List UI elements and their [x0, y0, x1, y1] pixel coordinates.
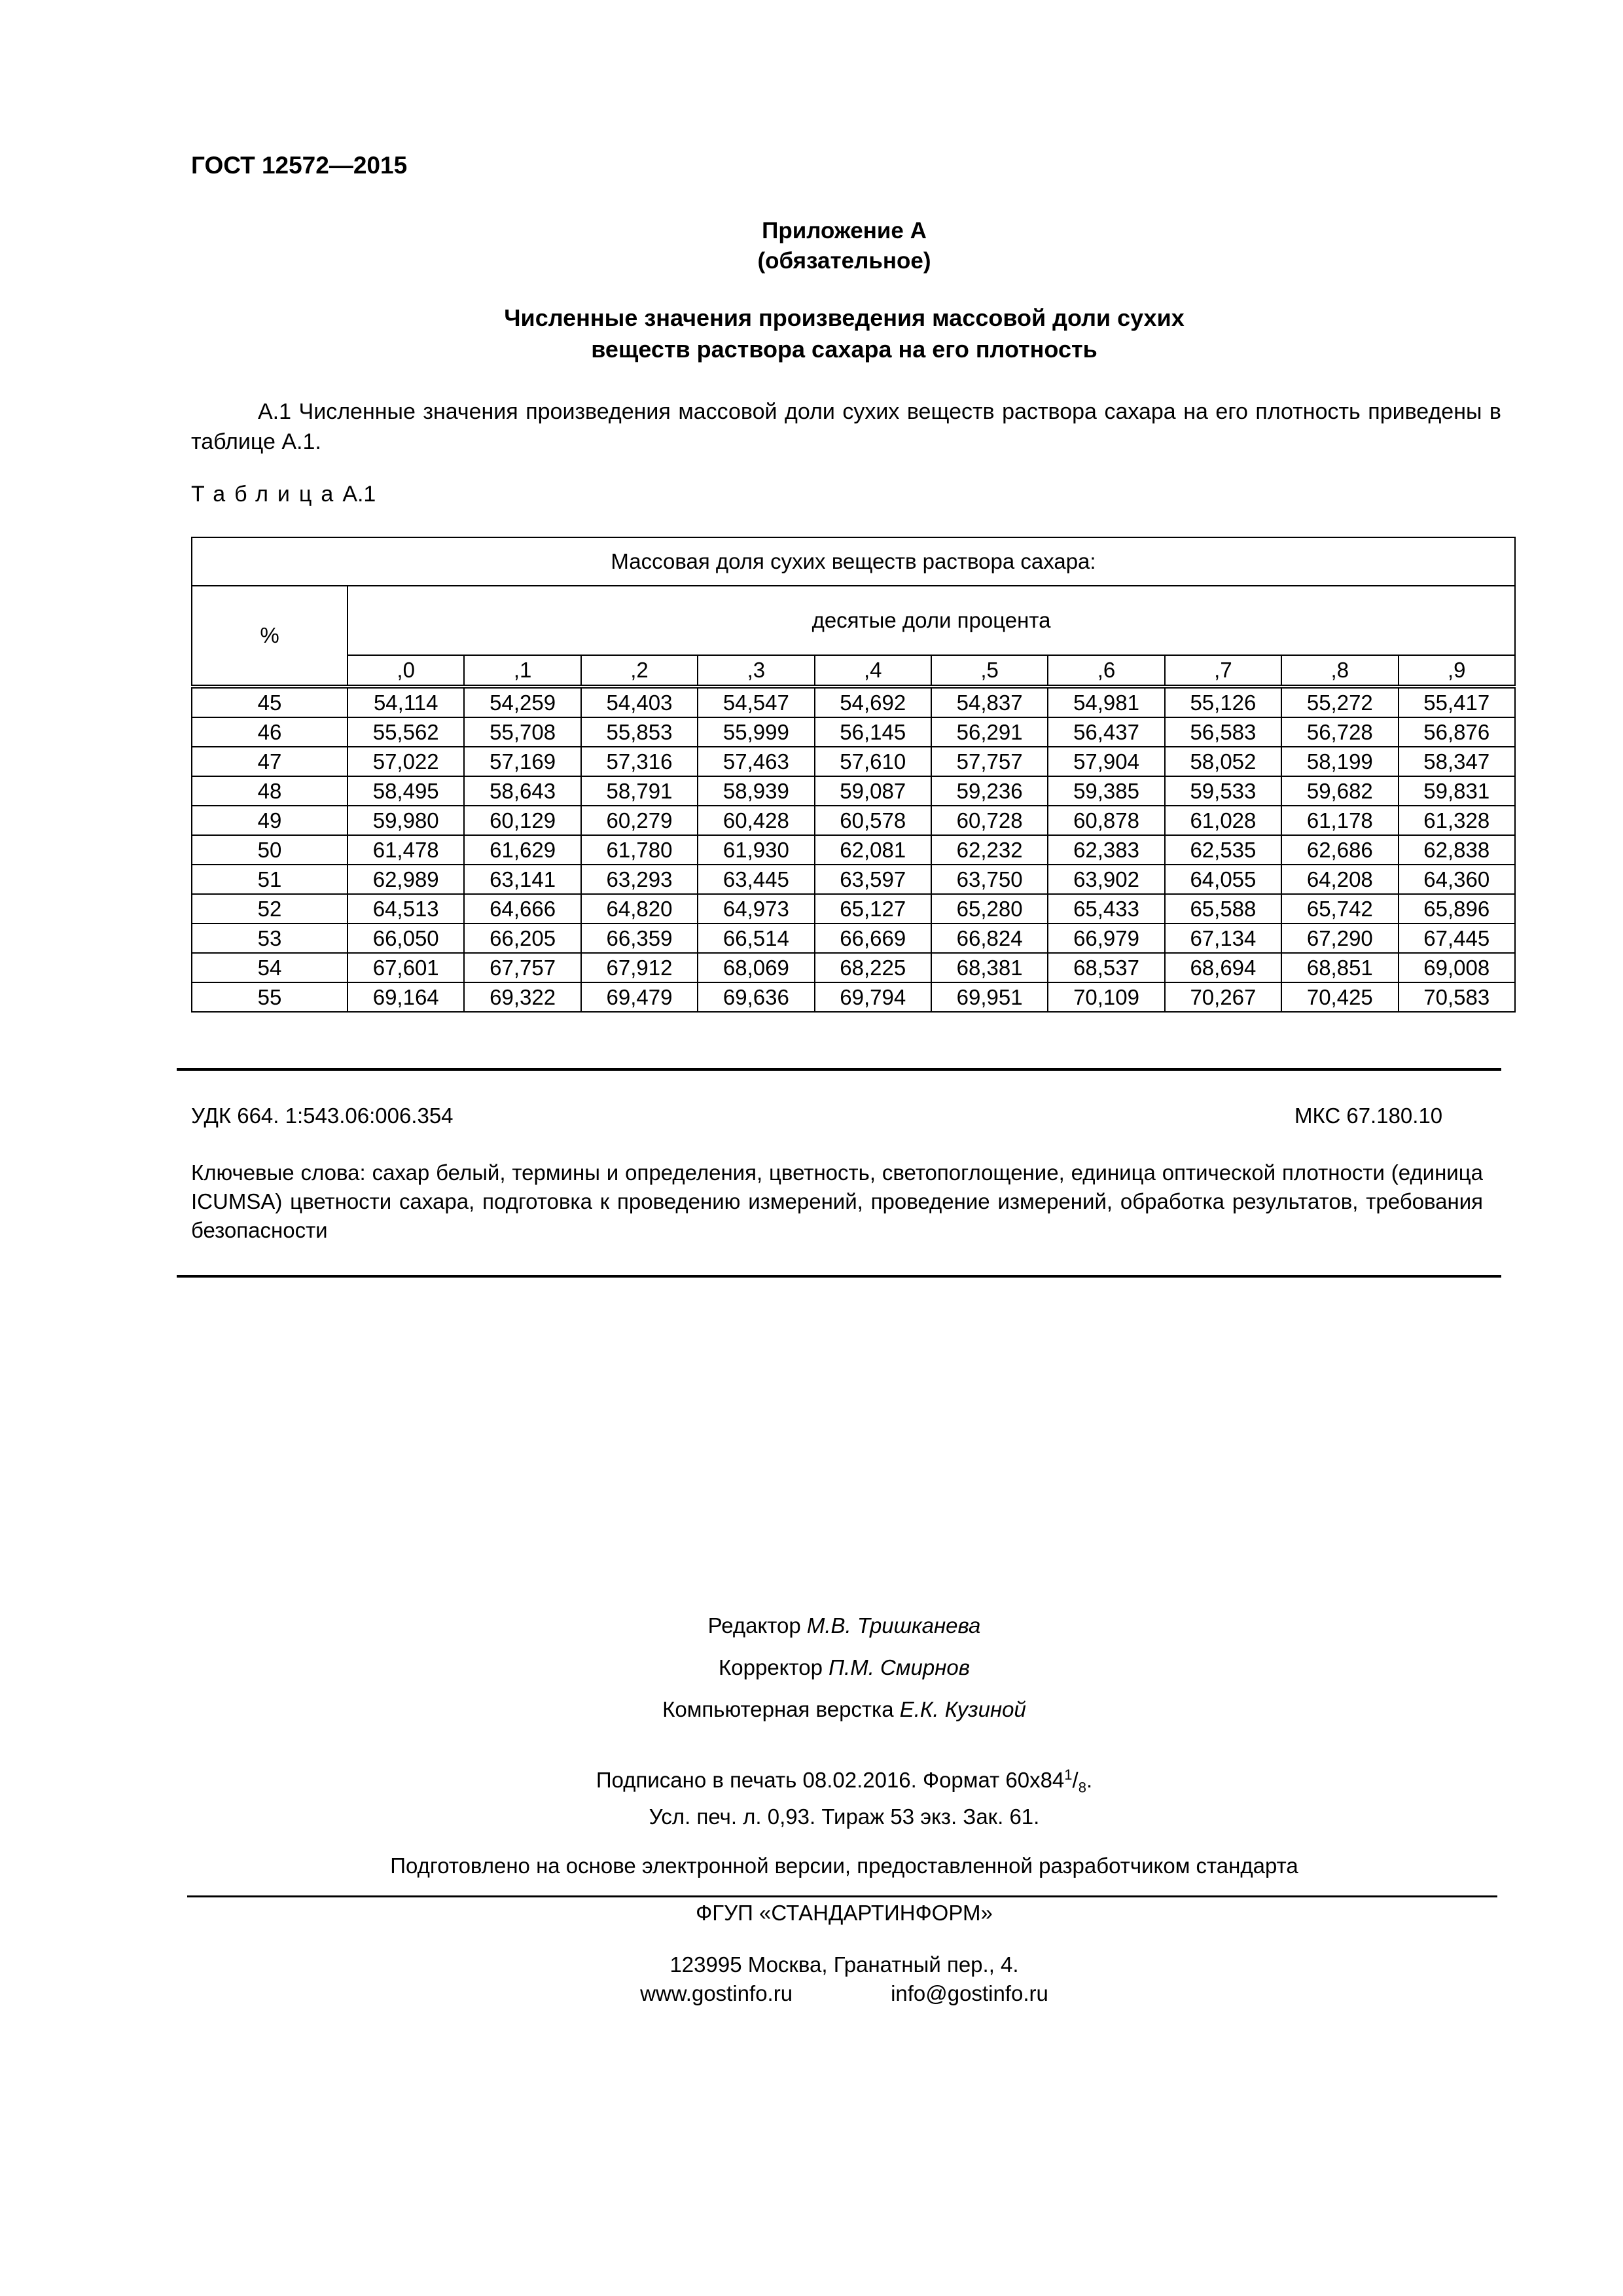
- table-cell: 67,601: [348, 953, 464, 982]
- table-cell: 70,267: [1165, 982, 1281, 1012]
- table-label-word: Таблица: [191, 482, 343, 507]
- table-cell: 55,126: [1165, 687, 1281, 717]
- appendix-heading: [0, 216, 1623, 276]
- table-cell: 61,328: [1399, 806, 1515, 835]
- table-cell: 66,514: [698, 924, 814, 953]
- table-label: [191, 482, 376, 507]
- table-cell: 54,259: [464, 687, 580, 717]
- table-cell: 58,199: [1281, 747, 1398, 776]
- layout-name: Е.К. Кузиной: [899, 1697, 1026, 1721]
- table-cell: 57,904: [1048, 747, 1164, 776]
- table-cell: 57,022: [348, 747, 464, 776]
- decimal-column-header: ,2: [581, 655, 698, 687]
- table-cell: 62,838: [1399, 835, 1515, 865]
- row-percent: 46: [192, 717, 348, 747]
- percent-header: %: [192, 586, 348, 687]
- table-cell: 63,902: [1048, 865, 1164, 894]
- table-row: [192, 747, 1515, 776]
- table-cell: 65,433: [1048, 894, 1164, 924]
- row-percent: 49: [192, 806, 348, 835]
- table-cell: 70,109: [1048, 982, 1164, 1012]
- table-cell: 61,478: [348, 835, 464, 865]
- table-cell: 65,588: [1165, 894, 1281, 924]
- table-label-number: А.1: [342, 482, 376, 507]
- table-cell: 54,981: [1048, 687, 1164, 717]
- publisher-name: ФГУП «СТАНДАРТИНФОРМ»: [696, 1901, 993, 1925]
- publisher-address-block: [0, 1950, 1623, 2008]
- decimal-column-header: ,3: [698, 655, 814, 687]
- table-cell: 70,583: [1399, 982, 1515, 1012]
- table-row: [192, 717, 1515, 747]
- row-percent: 47: [192, 747, 348, 776]
- table-cell: 65,280: [931, 894, 1048, 924]
- table-cell: 61,028: [1165, 806, 1281, 835]
- format-denominator: 8: [1078, 1779, 1086, 1796]
- table-cell: 62,081: [815, 835, 931, 865]
- table-cell: 55,417: [1399, 687, 1515, 717]
- table-cell: 57,757: [931, 747, 1048, 776]
- table-cell: 61,780: [581, 835, 698, 865]
- table-cell: 55,272: [1281, 687, 1398, 717]
- section-title: [0, 302, 1623, 365]
- table-cell: 54,692: [815, 687, 931, 717]
- publisher-address: 123995 Москва, Гранатный пер., 4.: [669, 1952, 1019, 1977]
- table-cell: 60,728: [931, 806, 1048, 835]
- table-cell: 59,236: [931, 776, 1048, 806]
- table-cell: 57,463: [698, 747, 814, 776]
- table-cell: 55,562: [348, 717, 464, 747]
- table-cell: 66,050: [348, 924, 464, 953]
- row-percent: 48: [192, 776, 348, 806]
- table-cell: 64,973: [698, 894, 814, 924]
- table-cell: 54,403: [581, 687, 698, 717]
- row-percent: 52: [192, 894, 348, 924]
- print-info: [0, 1761, 1623, 1831]
- table-cell: 68,069: [698, 953, 814, 982]
- table-cell: 67,134: [1165, 924, 1281, 953]
- udk-code: УДК 664. 1:543.06:006.354: [191, 1103, 454, 1128]
- table-cell: 67,290: [1281, 924, 1398, 953]
- decimal-columns-row: [192, 655, 1515, 687]
- table-cell: 64,055: [1165, 865, 1281, 894]
- table-cell: 69,479: [581, 982, 698, 1012]
- table-cell: 57,610: [815, 747, 931, 776]
- table-cell: 56,291: [931, 717, 1048, 747]
- layout-line: [0, 1689, 1623, 1731]
- table-row: [192, 687, 1515, 717]
- table-cell: 66,669: [815, 924, 931, 953]
- print-run-line: Усл. печ. л. 0,93. Тираж 53 экз. Зак. 61.: [649, 1804, 1040, 1829]
- table-row: [192, 776, 1515, 806]
- decimal-column-header: ,1: [464, 655, 580, 687]
- appendix-status: (обязательное): [757, 248, 931, 274]
- publisher-divider: [187, 1895, 1497, 1897]
- corrector-line: [0, 1647, 1623, 1689]
- table-cell: 65,896: [1399, 894, 1515, 924]
- print-signed-line: Подписано в печать 08.02.2016. Формат $60х84^1/_8$.: [596, 1767, 1093, 1796]
- table-cell: 69,794: [815, 982, 931, 1012]
- intro-paragraph: А.1 Численные значения произведения массовой доли сухих веществ раствора сахара на его плотность приведены в таблице А.1.: [191, 399, 1501, 454]
- table-cell: 58,052: [1165, 747, 1281, 776]
- table-cell: 66,359: [581, 924, 698, 953]
- table-cell: 57,169: [464, 747, 580, 776]
- decimal-header: десятые доли процента: [348, 586, 1515, 655]
- table-caption: Массовая доля сухих веществ раствора сахара:: [192, 537, 1515, 586]
- table-cell: 65,742: [1281, 894, 1398, 924]
- table-cell: 66,979: [1048, 924, 1164, 953]
- table-cell: 56,876: [1399, 717, 1515, 747]
- publisher-email-link[interactable]: info@gostinfo.ru: [891, 1981, 1048, 2005]
- table-cell: 67,757: [464, 953, 580, 982]
- section-title-line-2: веществ раствора сахара на его плотность: [591, 336, 1097, 363]
- prepared-note: Подготовлено на основе электронной версии, предоставленной разработчиком стандарта: [390, 1854, 1298, 1878]
- table-body: [192, 687, 1515, 1012]
- decimal-column-header: ,9: [1399, 655, 1515, 687]
- table-cell: 55,999: [698, 717, 814, 747]
- table-cell: 59,682: [1281, 776, 1398, 806]
- table-cell: 64,820: [581, 894, 698, 924]
- table-cell: 69,951: [931, 982, 1048, 1012]
- table-cell: 58,643: [464, 776, 580, 806]
- table-cell: 64,666: [464, 894, 580, 924]
- density-table: [191, 537, 1516, 1013]
- table-row: [192, 953, 1515, 982]
- table-cell: 70,425: [1281, 982, 1398, 1012]
- table-cell: 60,878: [1048, 806, 1164, 835]
- table-cell: 59,087: [815, 776, 931, 806]
- corrector-role: Корректор: [719, 1655, 823, 1679]
- print-signed-suffix: .: [1086, 1768, 1093, 1792]
- layout-role: Компьютерная верстка: [662, 1697, 894, 1721]
- decimal-column-header: ,5: [931, 655, 1048, 687]
- table-cell: 59,831: [1399, 776, 1515, 806]
- row-percent: 53: [192, 924, 348, 953]
- publisher-website-link[interactable]: www.gostinfo.ru: [640, 1981, 793, 2005]
- top-divider: [177, 1068, 1501, 1071]
- editor-role: Редактор: [707, 1613, 801, 1638]
- editor-name: М.В. Тришканева: [806, 1613, 981, 1638]
- table-cell: 61,930: [698, 835, 814, 865]
- row-percent: 51: [192, 865, 348, 894]
- table-cell: 58,347: [1399, 747, 1515, 776]
- table-cell: 56,145: [815, 717, 931, 747]
- appendix-title: Приложение А: [762, 218, 927, 243]
- table-row: [192, 982, 1515, 1012]
- table-cell: 56,583: [1165, 717, 1281, 747]
- table-cell: 58,939: [698, 776, 814, 806]
- table-cell: 61,178: [1281, 806, 1398, 835]
- table-row: [192, 924, 1515, 953]
- table-cell: 63,445: [698, 865, 814, 894]
- table-cell: 55,708: [464, 717, 580, 747]
- section-title-line-1: Численные значения произведения массовой доли сухих: [504, 304, 1185, 331]
- table-cell: 59,385: [1048, 776, 1164, 806]
- table-cell: 67,912: [581, 953, 698, 982]
- decimal-column-header: ,4: [815, 655, 931, 687]
- table-cell: 62,383: [1048, 835, 1164, 865]
- table-row: [192, 865, 1515, 894]
- mks-code: МКС 67.180.10: [1294, 1103, 1443, 1128]
- decimal-column-header: ,6: [1048, 655, 1164, 687]
- row-percent: 50: [192, 835, 348, 865]
- bottom-divider: [177, 1275, 1501, 1278]
- table-cell: 60,428: [698, 806, 814, 835]
- table-cell: 62,535: [1165, 835, 1281, 865]
- keywords: Ключевые слова: сахар белый, термины и определения, цветность, светопоглощение, единица оптической плотности (единица ICUMSA) цветности сахара, подготовка к проведению измерений, проведение измерений, обработка результатов, требования безопасности: [191, 1160, 1483, 1242]
- table-cell: 62,232: [931, 835, 1048, 865]
- table-cell: 68,381: [931, 953, 1048, 982]
- table-cell: 66,205: [464, 924, 580, 953]
- standard-number: ГОСТ 12572—2015: [191, 152, 408, 179]
- decimal-column-header: ,7: [1165, 655, 1281, 687]
- decimal-column-header: ,0: [348, 655, 464, 687]
- table-row: [192, 806, 1515, 835]
- table-row: [192, 835, 1515, 865]
- format-numerator: 1: [1064, 1767, 1073, 1783]
- table-cell: 63,750: [931, 865, 1048, 894]
- table-cell: 64,360: [1399, 865, 1515, 894]
- table-cell: 58,791: [581, 776, 698, 806]
- table-cell: 54,837: [931, 687, 1048, 717]
- table-cell: 59,980: [348, 806, 464, 835]
- table-cell: 56,437: [1048, 717, 1164, 747]
- row-percent: 54: [192, 953, 348, 982]
- editor-line: [0, 1605, 1623, 1647]
- table-cell: 60,279: [581, 806, 698, 835]
- table-cell: 57,316: [581, 747, 698, 776]
- table-cell: 65,127: [815, 894, 931, 924]
- table-cell: 66,824: [931, 924, 1048, 953]
- table-row: [192, 894, 1515, 924]
- table-cell: 68,537: [1048, 953, 1164, 982]
- table-cell: 60,578: [815, 806, 931, 835]
- table-cell: 63,293: [581, 865, 698, 894]
- corrector-name: П.М. Смирнов: [829, 1655, 970, 1679]
- table-cell: 63,597: [815, 865, 931, 894]
- table-cell: 58,495: [348, 776, 464, 806]
- row-percent: 45: [192, 687, 348, 717]
- table-cell: 59,533: [1165, 776, 1281, 806]
- table-cell: 62,686: [1281, 835, 1398, 865]
- table-cell: 61,629: [464, 835, 580, 865]
- table-cell: 55,853: [581, 717, 698, 747]
- table-cell: 54,114: [348, 687, 464, 717]
- publisher-contacts: [0, 1979, 1623, 2008]
- table-cell: 54,547: [698, 687, 814, 717]
- table-cell: 69,008: [1399, 953, 1515, 982]
- table-cell: 68,851: [1281, 953, 1398, 982]
- table-cell: 64,208: [1281, 865, 1398, 894]
- table-cell: 68,225: [815, 953, 931, 982]
- print-signed-prefix: Подписано в печать 08.02.2016. Формат 60х84: [596, 1768, 1065, 1792]
- table-cell: 56,728: [1281, 717, 1398, 747]
- table-cell: 60,129: [464, 806, 580, 835]
- table-cell: 62,989: [348, 865, 464, 894]
- table-cell: 69,164: [348, 982, 464, 1012]
- table-cell: 69,636: [698, 982, 814, 1012]
- table-cell: 64,513: [348, 894, 464, 924]
- table-cell: 68,694: [1165, 953, 1281, 982]
- table-cell: 67,445: [1399, 924, 1515, 953]
- table-cell: 69,322: [464, 982, 580, 1012]
- table-cell: 63,141: [464, 865, 580, 894]
- row-percent: 55: [192, 982, 348, 1012]
- credits: [0, 1605, 1623, 1731]
- decimal-column-header: ,8: [1281, 655, 1398, 687]
